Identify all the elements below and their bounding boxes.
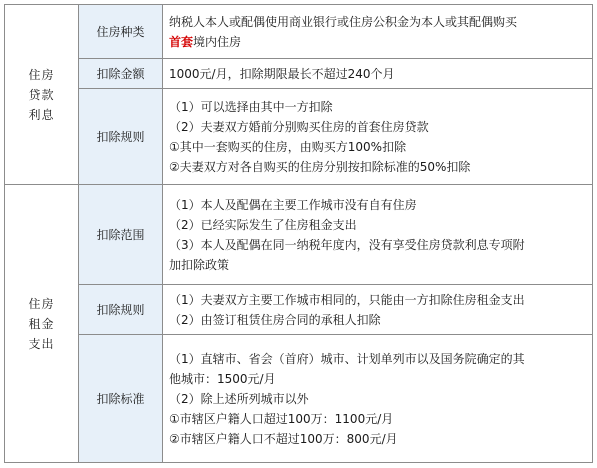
content-loan-rules <box>163 89 593 185</box>
standard-line: 他城市：1500元/月 <box>169 371 276 386</box>
category-line: 租金 <box>28 316 55 331</box>
label-housing-type: 住房种类 <box>79 5 163 59</box>
label-rent-rules: 扣除规则 <box>79 285 163 335</box>
table-row <box>5 185 593 285</box>
scope-line: 加扣除政策 <box>169 257 230 272</box>
category-line: 支出 <box>28 336 55 351</box>
category-line: 利息 <box>28 107 55 122</box>
table-row <box>5 89 593 185</box>
scope-line: （1）本人及配偶在主要工作城市没有自有住房 <box>169 197 417 212</box>
loan-rule-line: ②夫妻双方对各自购买的住房分别按扣除标准的50%扣除 <box>169 159 471 174</box>
housing-type-text-3: 境内住房 <box>193 34 242 49</box>
label-deduction-amount: 扣除金额 <box>79 59 163 89</box>
deduction-table <box>4 4 593 463</box>
table-row <box>5 335 593 463</box>
housing-type-text-2 <box>169 32 586 52</box>
category-loan-interest <box>5 5 79 185</box>
table-row <box>5 285 593 335</box>
content-deduction-scope <box>163 185 593 285</box>
loan-rule-line: （2）夫妻双方婚前分别购买住房的首套住房贷款 <box>169 119 429 134</box>
table-row <box>5 5 593 59</box>
content-rent-rules <box>163 285 593 335</box>
table-row <box>5 59 593 89</box>
label-deduction-scope: 扣除范围 <box>79 185 163 285</box>
first-home-highlight: 首套 <box>169 34 194 49</box>
standard-line: （2）除上述所列城市以外 <box>169 391 309 406</box>
loan-rule-line: ①其中一套购买的住房，由购买方100%扣除 <box>169 139 407 154</box>
category-line: 贷款 <box>28 87 55 102</box>
content-deduction-standard <box>163 335 593 463</box>
content-deduction-amount <box>163 59 593 89</box>
rent-rule-line: （1）夫妻双方主要工作城市相同的，只能由一方扣除住房租金支出 <box>169 292 525 307</box>
rent-rule-line: （2）由签订租赁住房合同的承租人扣除 <box>169 312 381 327</box>
label-loan-rules: 扣除规则 <box>79 89 163 185</box>
category-rent-expense <box>5 185 79 463</box>
scope-line: （3）本人及配偶在同一纳税年度内，没有享受住房贷款利息专项附 <box>169 237 525 252</box>
standard-line: ②市辖区户籍人口不超过100万：800元/月 <box>169 431 398 446</box>
category-line: 住房 <box>28 296 55 311</box>
deduction-amount-text: 1000元/月，扣除期限最长不超过240个月 <box>169 66 395 81</box>
standard-line: （1）直辖市、省会（首府）城市、计划单列市以及国务院确定的其 <box>169 351 525 366</box>
label-deduction-standard: 扣除标准 <box>79 335 163 463</box>
category-line: 住房 <box>28 67 55 82</box>
housing-type-text-1: 纳税人本人或配偶使用商业银行或住房公积金为本人或其配偶购买 <box>169 14 518 29</box>
standard-line: ①市辖区户籍人口超过100万：1100元/月 <box>169 411 394 426</box>
content-housing-type <box>163 5 593 59</box>
loan-rule-line: （1）可以选择由其中一方扣除 <box>169 99 333 114</box>
scope-line: （2）已经实际发生了住房租金支出 <box>169 217 357 232</box>
